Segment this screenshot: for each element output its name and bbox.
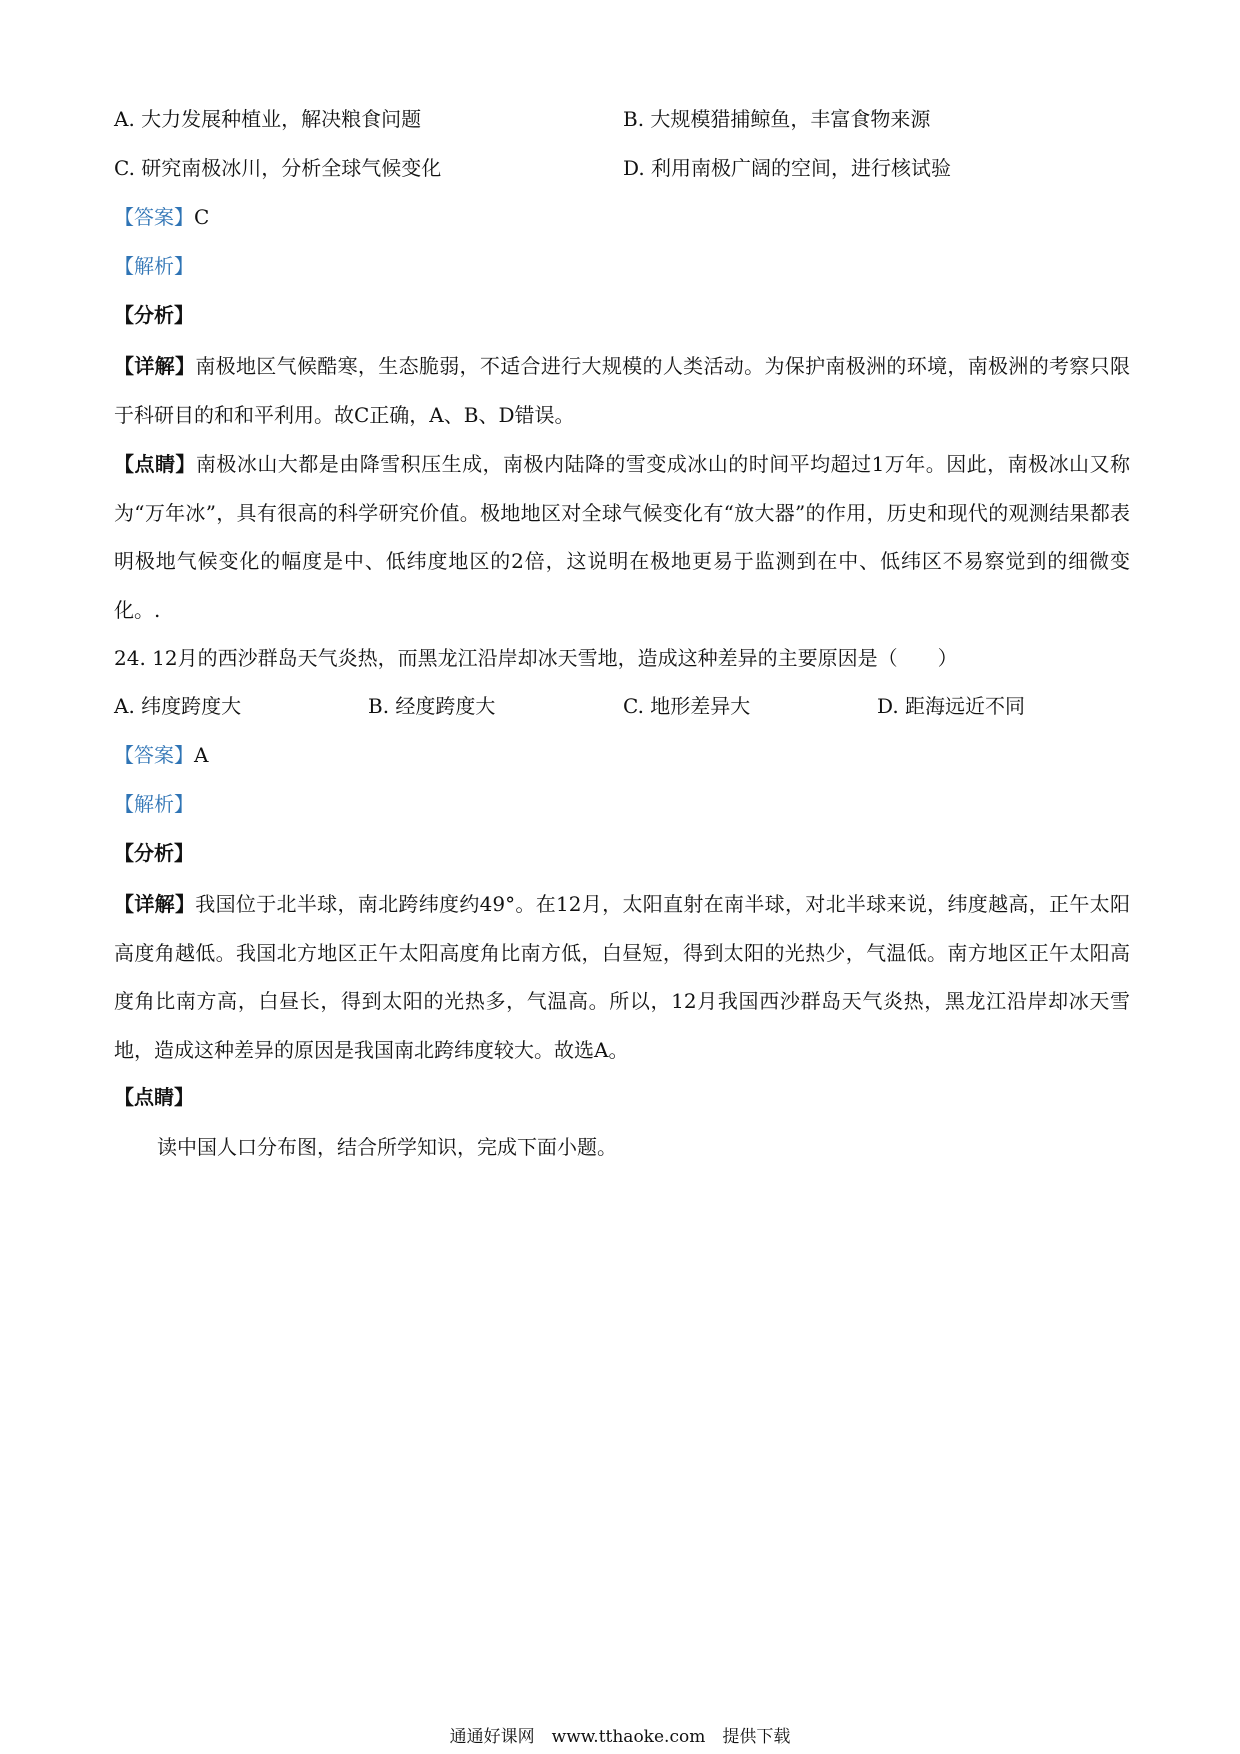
q23-dianjing (114, 440, 1130, 634)
answer-tag: 【答案】 (114, 205, 194, 229)
q23-option-d: D. 利用南极广阔的空间，进行核试验 (623, 156, 952, 180)
dianjing-text: 南极冰山大都是由降雪积压生成，南极内陆降的雪变成冰山的时间平均超过1万年。因此，南极冰山又称为“万年冰”，具有很高的科学研究价值。极地地区对全球气候变化有“放大器”的作用，历史和现代的观测结果都表明极地气候变化的幅度是中、低纬度地区的2倍，这说明在极地更易于监测到在中、低纬区不易察觉到的细微变化。. (114, 452, 1130, 622)
q24-xiangjie (114, 880, 1130, 1074)
answer-value: C (194, 205, 210, 229)
q23-jiexi-tag: 【解析】 (114, 254, 194, 278)
q23-fenxi-tag: 【分析】 (114, 303, 194, 327)
answer-tag: 【答案】 (114, 743, 194, 767)
xiangjie-tag: 【详解】 (114, 354, 196, 378)
q23-xiangjie (114, 342, 1130, 439)
q24-jiexi-tag: 【解析】 (114, 792, 194, 816)
dianjing-tag: 【点睛】 (114, 452, 196, 476)
q24-option-c: C. 地形差异大 (623, 694, 751, 718)
next-section-intro: 读中国人口分布图，结合所学知识，完成下面小题。 (157, 1135, 617, 1159)
answer-value: A (194, 743, 209, 767)
q23-option-b: B. 大规模猎捕鲸鱼，丰富食物来源 (623, 107, 931, 131)
page-footer: 通通好课网 www.tthaoke.com 提供下载 (449, 1727, 791, 1747)
q24-answer (114, 742, 208, 768)
q23-option-c: C. 研究南极冰川，分析全球气候变化 (114, 156, 442, 180)
q24-option-a: A. 纬度跨度大 (114, 694, 242, 718)
q24-dianjing-tag: 【点睛】 (114, 1085, 194, 1109)
q23-answer (114, 204, 209, 230)
q24-option-b: B. 经度跨度大 (368, 694, 496, 718)
q24-question: 24. 12月的西沙群岛天气炎热，而黑龙江沿岸却冰天雪地，造成这种差异的主要原因是（ ） (114, 646, 958, 670)
q24-fenxi-tag: 【分析】 (114, 841, 194, 865)
xiangjie-text: 南极地区气候酷寒，生态脆弱，不适合进行大规模的人类活动。为保护南极洲的环境，南极洲的考察只限于科研目的和和平利用。故C正确，A、B、D错误。 (114, 354, 1131, 427)
xiangjie-tag: 【详解】 (114, 892, 196, 916)
q23-option-a: A. 大力发展种植业，解决粮食问题 (114, 107, 422, 131)
q24-option-d: D. 距海远近不同 (877, 694, 1026, 718)
xiangjie-text: 我国位于北半球，南北跨纬度约49°。在12月，太阳直射在南半球，对北半球来说，纬度越高，正午太阳高度角越低。我国北方地区正午太阳高度角比南方低，白昼短，得到太阳的光热少，气温低。南方地区正午太阳高度角比南方高，白昼长，得到太阳的光热多，气温高。所以，12月我国西沙群岛天气炎热，黑龙江沿岸却冰天雪地，造成这种差异的原因是我国南北跨纬度较大。故选A。 (114, 892, 1130, 1062)
